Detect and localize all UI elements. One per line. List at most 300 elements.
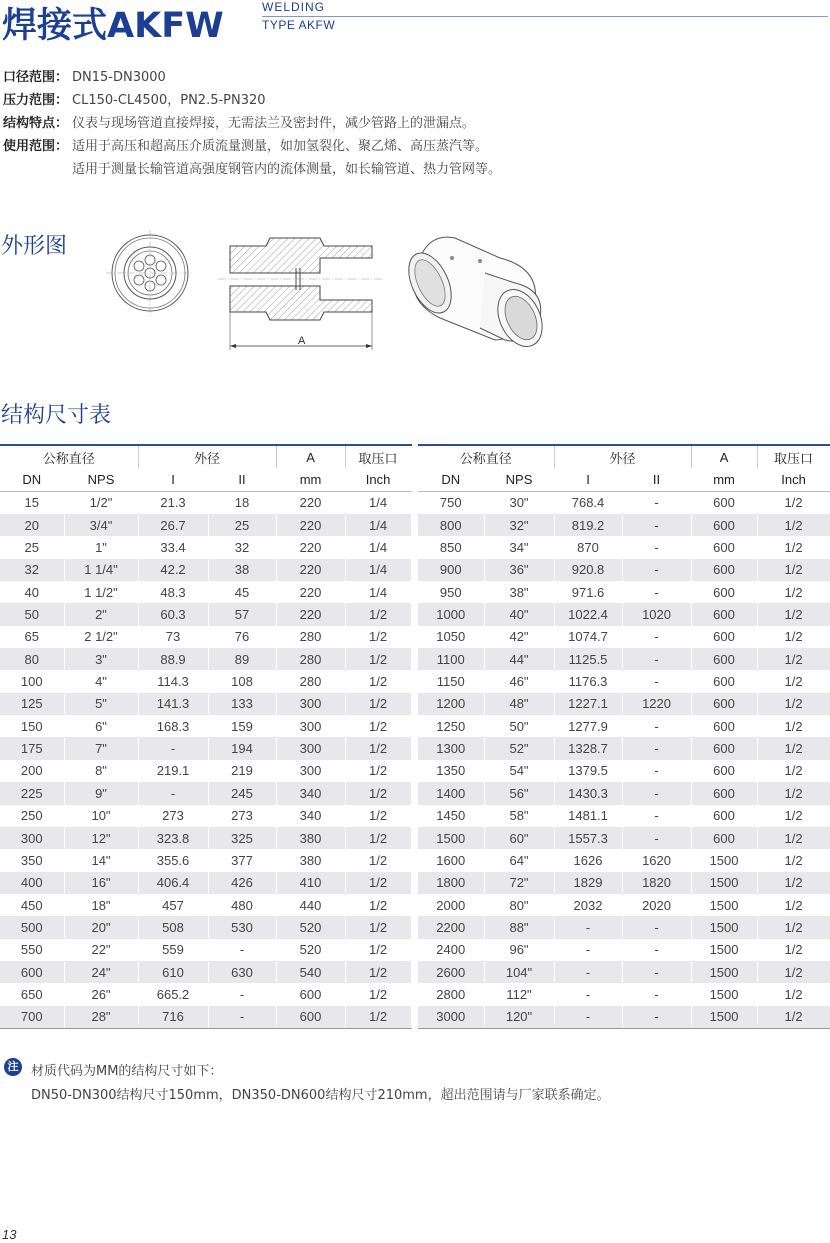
cell-dn: 2200 xyxy=(418,916,484,938)
table-row xyxy=(0,872,411,894)
cell-od-ii: 32 xyxy=(208,536,276,558)
cell-dn: 100 xyxy=(0,670,64,692)
cell-od-ii: 273 xyxy=(208,805,276,827)
cell-od-i: 1277.9 xyxy=(554,715,622,737)
spec-row-pressure xyxy=(3,89,501,112)
cell-nps: 54" xyxy=(484,760,554,782)
table-row xyxy=(418,737,830,759)
cell-od-i: 42.2 xyxy=(138,559,208,581)
header-divider xyxy=(262,16,828,17)
cell-a-mm: 600 xyxy=(276,983,345,1005)
table-row xyxy=(0,514,411,536)
cell-nps: 6" xyxy=(64,715,138,737)
cell-od-ii: - xyxy=(622,536,691,558)
spec-list xyxy=(3,66,501,181)
cell-tap-inch: 1/2 xyxy=(757,894,830,916)
cell-dn: 125 xyxy=(0,693,64,715)
cell-tap-inch: 1/2 xyxy=(757,983,830,1005)
page-number: 13 xyxy=(2,1227,17,1242)
cell-od-ii: - xyxy=(622,782,691,804)
cell-a-mm: 280 xyxy=(276,670,345,692)
cell-tap-inch: 1/2 xyxy=(345,939,411,961)
cell-dn: 550 xyxy=(0,939,64,961)
cell-od-i: 457 xyxy=(138,894,208,916)
cell-od-ii: - xyxy=(622,514,691,536)
cell-od-i: - xyxy=(554,961,622,983)
cell-tap-inch: 1/2 xyxy=(345,648,411,670)
note-icon: 注 xyxy=(4,1058,22,1076)
cell-od-ii: 1620 xyxy=(622,849,691,871)
cell-od-i: 168.3 xyxy=(138,715,208,737)
cell-a-mm: 600 xyxy=(691,715,757,737)
cell-od-i: 716 xyxy=(138,1006,208,1029)
cell-tap-inch: 1/2 xyxy=(345,693,411,715)
cell-od-ii: - xyxy=(622,670,691,692)
cell-tap-inch: 1/2 xyxy=(757,961,830,983)
cell-od-ii: 1020 xyxy=(622,603,691,625)
cell-nps: 4" xyxy=(64,670,138,692)
spec-value: CL150-CL4500，PN2.5-PN320 xyxy=(72,93,266,108)
spec-value: 仪表与现场管道直接焊接，无需法兰及密封件，减少管路上的泄漏点。 xyxy=(72,116,476,131)
table-row xyxy=(418,559,830,581)
cell-a-mm: 600 xyxy=(691,626,757,648)
cell-dn: 2400 xyxy=(418,939,484,961)
cell-od-i: 971.6 xyxy=(554,581,622,603)
table-row xyxy=(418,715,830,737)
cell-a-mm: 1500 xyxy=(691,939,757,961)
cell-nps: 1/2" xyxy=(64,491,138,514)
cell-dn: 1450 xyxy=(418,805,484,827)
cell-od-i: 1074.7 xyxy=(554,626,622,648)
cell-nps: 28" xyxy=(64,1006,138,1029)
table-row xyxy=(418,536,830,558)
table-row xyxy=(0,737,411,759)
header-nps: NPS xyxy=(64,468,138,491)
cell-a-mm: 220 xyxy=(276,559,345,581)
table-row xyxy=(418,872,830,894)
cell-dn: 40 xyxy=(0,581,64,603)
cell-tap-inch: 1/2 xyxy=(757,849,830,871)
cell-nps: 14" xyxy=(64,849,138,871)
table-row xyxy=(418,894,830,916)
cell-a-mm: 600 xyxy=(691,491,757,514)
cell-dn: 20 xyxy=(0,514,64,536)
cell-od-i: 920.8 xyxy=(554,559,622,581)
cell-nps: 9" xyxy=(64,782,138,804)
cell-a-mm: 410 xyxy=(276,872,345,894)
cell-nps: 8" xyxy=(64,760,138,782)
table-header-sub xyxy=(0,468,411,491)
table-row xyxy=(0,849,411,871)
cell-a-mm: 1500 xyxy=(691,916,757,938)
cell-dn: 700 xyxy=(0,1006,64,1029)
cell-nps: 52" xyxy=(484,737,554,759)
cell-nps: 3" xyxy=(64,648,138,670)
cell-nps: 112" xyxy=(484,983,554,1005)
cell-od-ii: - xyxy=(622,715,691,737)
end-view-drawing xyxy=(106,230,194,316)
cell-nps: 2 1/2" xyxy=(64,626,138,648)
cell-od-ii: 480 xyxy=(208,894,276,916)
header-inch: Inch xyxy=(757,468,830,491)
table-header-sub xyxy=(418,468,830,491)
cell-a-mm: 520 xyxy=(276,916,345,938)
table-row xyxy=(0,559,411,581)
cell-nps: 30" xyxy=(484,491,554,514)
cell-nps: 24" xyxy=(64,961,138,983)
table-row xyxy=(418,805,830,827)
table-row xyxy=(0,693,411,715)
cell-od-ii: 159 xyxy=(208,715,276,737)
cell-tap-inch: 1/2 xyxy=(757,805,830,827)
cell-od-i: 1481.1 xyxy=(554,805,622,827)
cell-dn: 500 xyxy=(0,916,64,938)
cell-a-mm: 600 xyxy=(691,805,757,827)
table-row xyxy=(418,693,830,715)
cell-od-ii: 57 xyxy=(208,603,276,625)
cell-nps: 3/4" xyxy=(64,514,138,536)
cell-od-ii: - xyxy=(622,626,691,648)
table-row xyxy=(418,514,830,536)
table-row xyxy=(0,648,411,670)
cell-tap-inch: 1/2 xyxy=(345,737,411,759)
cell-od-i: 768.4 xyxy=(554,491,622,514)
cell-od-ii: 25 xyxy=(208,514,276,536)
cell-a-mm: 380 xyxy=(276,827,345,849)
cell-od-i: 1379.5 xyxy=(554,760,622,782)
cell-od-i: 1176.3 xyxy=(554,670,622,692)
cell-a-mm: 600 xyxy=(691,693,757,715)
cell-dn: 25 xyxy=(0,536,64,558)
table-row xyxy=(418,983,830,1005)
cell-od-ii: 245 xyxy=(208,782,276,804)
table-row xyxy=(418,760,830,782)
cell-nps: 40" xyxy=(484,603,554,625)
cell-od-i: 559 xyxy=(138,939,208,961)
cell-nps: 64" xyxy=(484,849,554,871)
cell-od-ii: - xyxy=(622,827,691,849)
cell-nps: 56" xyxy=(484,782,554,804)
cell-nps: 60" xyxy=(484,827,554,849)
cell-a-mm: 280 xyxy=(276,648,345,670)
cell-tap-inch: 1/2 xyxy=(757,916,830,938)
cell-dn: 1250 xyxy=(418,715,484,737)
table-row xyxy=(418,626,830,648)
cell-a-mm: 220 xyxy=(276,491,345,514)
table-row xyxy=(0,581,411,603)
cell-tap-inch: 1/2 xyxy=(345,872,411,894)
cell-nps: 58" xyxy=(484,805,554,827)
note-line-2: DN50-DN300结构尺寸150mm，DN350-DN600结构尺寸210mm，超出范围请与厂家联系确定。 xyxy=(31,1088,610,1103)
cell-dn: 50 xyxy=(0,603,64,625)
cell-dn: 300 xyxy=(0,827,64,849)
cell-nps: 46" xyxy=(484,670,554,692)
cell-a-mm: 300 xyxy=(276,737,345,759)
cell-od-ii: - xyxy=(208,939,276,961)
cell-nps: 38" xyxy=(484,581,554,603)
cell-dn: 1600 xyxy=(418,849,484,871)
cell-od-ii: 76 xyxy=(208,626,276,648)
cell-tap-inch: 1/2 xyxy=(345,603,411,625)
cell-nps: 50" xyxy=(484,715,554,737)
cell-a-mm: 600 xyxy=(691,603,757,625)
cell-nps: 42" xyxy=(484,626,554,648)
cell-od-ii: 133 xyxy=(208,693,276,715)
cell-tap-inch: 1/2 xyxy=(757,715,830,737)
cell-nps: 36" xyxy=(484,559,554,581)
cell-dn: 1000 xyxy=(418,603,484,625)
cell-dn: 65 xyxy=(0,626,64,648)
cell-dn: 900 xyxy=(418,559,484,581)
section-view-drawing xyxy=(218,238,384,350)
cell-a-mm: 300 xyxy=(276,715,345,737)
cell-nps: 10" xyxy=(64,805,138,827)
table-row xyxy=(0,782,411,804)
cell-tap-inch: 1/4 xyxy=(345,536,411,558)
cell-tap-inch: 1/2 xyxy=(757,648,830,670)
cell-nps: 32" xyxy=(484,514,554,536)
cell-a-mm: 300 xyxy=(276,760,345,782)
cell-nps: 1" xyxy=(64,536,138,558)
table-row xyxy=(0,670,411,692)
cell-dn: 1150 xyxy=(418,670,484,692)
table-row xyxy=(0,603,411,625)
cell-tap-inch: 1/2 xyxy=(345,805,411,827)
cell-nps: 7" xyxy=(64,737,138,759)
table-row xyxy=(418,581,830,603)
cell-od-ii: 377 xyxy=(208,849,276,871)
cell-a-mm: 280 xyxy=(276,626,345,648)
cell-a-mm: 600 xyxy=(691,760,757,782)
cell-od-ii: 630 xyxy=(208,961,276,983)
cell-tap-inch: 1/2 xyxy=(345,894,411,916)
cell-od-i: 1125.5 xyxy=(554,648,622,670)
table-row xyxy=(0,1006,411,1029)
cell-a-mm: 1500 xyxy=(691,983,757,1005)
cell-a-mm: 1500 xyxy=(691,1006,757,1029)
cell-a-mm: 340 xyxy=(276,782,345,804)
cell-a-mm: 220 xyxy=(276,514,345,536)
cell-a-mm: 600 xyxy=(691,827,757,849)
cell-od-i: - xyxy=(554,983,622,1005)
cell-a-mm: 600 xyxy=(691,670,757,692)
cell-od-i: 1328.7 xyxy=(554,737,622,759)
cell-od-i: 355.6 xyxy=(138,849,208,871)
cell-od-ii: - xyxy=(622,916,691,938)
cell-dn: 2600 xyxy=(418,961,484,983)
cell-dn: 175 xyxy=(0,737,64,759)
section-table-title: 结构尺寸表 xyxy=(1,403,112,428)
cell-a-mm: 1500 xyxy=(691,894,757,916)
cell-nps: 18" xyxy=(64,894,138,916)
cell-dn: 250 xyxy=(0,805,64,827)
table-row xyxy=(0,805,411,827)
table-row xyxy=(418,939,830,961)
cell-nps: 20" xyxy=(64,916,138,938)
cell-tap-inch: 1/2 xyxy=(345,916,411,938)
cell-od-ii: - xyxy=(622,760,691,782)
cell-tap-inch: 1/2 xyxy=(757,939,830,961)
cell-od-i: 508 xyxy=(138,916,208,938)
cell-nps: 1 1/2" xyxy=(64,581,138,603)
cell-dn: 400 xyxy=(0,872,64,894)
cell-dn: 150 xyxy=(0,715,64,737)
cell-tap-inch: 1/2 xyxy=(757,670,830,692)
cell-dn: 2800 xyxy=(418,983,484,1005)
cell-tap-inch: 1/2 xyxy=(345,715,411,737)
table-row xyxy=(0,760,411,782)
table-row xyxy=(418,827,830,849)
cell-od-i: - xyxy=(138,737,208,759)
cell-od-ii: 426 xyxy=(208,872,276,894)
cell-nps: 80" xyxy=(484,894,554,916)
cell-od-ii: - xyxy=(622,648,691,670)
cell-dn: 350 xyxy=(0,849,64,871)
cell-od-i: 1829 xyxy=(554,872,622,894)
cell-od-i: 114.3 xyxy=(138,670,208,692)
cell-tap-inch: 1/2 xyxy=(757,760,830,782)
cell-a-mm: 600 xyxy=(691,782,757,804)
cell-od-ii: - xyxy=(622,805,691,827)
cell-a-mm: 340 xyxy=(276,805,345,827)
table-header-group xyxy=(418,445,830,468)
cell-tap-inch: 1/2 xyxy=(757,737,830,759)
cell-dn: 1300 xyxy=(418,737,484,759)
cell-nps: 22" xyxy=(64,939,138,961)
cell-a-mm: 220 xyxy=(276,581,345,603)
outline-drawing xyxy=(100,228,550,356)
cell-od-ii: - xyxy=(208,983,276,1005)
cell-a-mm: 600 xyxy=(691,514,757,536)
cell-od-ii: - xyxy=(622,737,691,759)
cell-dn: 2000 xyxy=(418,894,484,916)
section-outline-title: 外形图 xyxy=(1,234,68,259)
cell-od-ii: 108 xyxy=(208,670,276,692)
table-row xyxy=(0,939,411,961)
table-row xyxy=(0,491,411,514)
cell-dn: 1400 xyxy=(418,782,484,804)
cell-dn: 1800 xyxy=(418,872,484,894)
subtitle-type: TYPE AKFW xyxy=(262,18,336,32)
cell-tap-inch: 1/2 xyxy=(757,693,830,715)
cell-dn: 600 xyxy=(0,961,64,983)
cell-nps: 26" xyxy=(64,983,138,1005)
cell-tap-inch: 1/2 xyxy=(757,603,830,625)
cell-od-ii: 38 xyxy=(208,559,276,581)
cell-od-i: 1557.3 xyxy=(554,827,622,849)
header-ii: II xyxy=(208,468,276,491)
header-dn: DN xyxy=(418,468,484,491)
cell-a-mm: 520 xyxy=(276,939,345,961)
table-row xyxy=(0,916,411,938)
cell-od-i: 1430.3 xyxy=(554,782,622,804)
cell-a-mm: 600 xyxy=(691,559,757,581)
cell-od-ii: - xyxy=(208,1006,276,1029)
cell-dn: 3000 xyxy=(418,1006,484,1029)
cell-od-ii: 1220 xyxy=(622,693,691,715)
cell-od-i: 819.2 xyxy=(554,514,622,536)
header-nominal-diameter: 公称直径 xyxy=(418,445,554,468)
cell-tap-inch: 1/2 xyxy=(757,559,830,581)
cell-a-mm: 220 xyxy=(276,536,345,558)
cell-a-mm: 1500 xyxy=(691,849,757,871)
cell-nps: 2" xyxy=(64,603,138,625)
table-row xyxy=(418,648,830,670)
cell-od-i: 610 xyxy=(138,961,208,983)
cell-od-i: 406.4 xyxy=(138,872,208,894)
table-row xyxy=(0,894,411,916)
note-line-1: 材质代码为MM的结构尺寸如下： xyxy=(31,1064,223,1079)
cell-a-mm: 300 xyxy=(276,693,345,715)
cell-od-i: 60.3 xyxy=(138,603,208,625)
header-ii: II xyxy=(622,468,691,491)
cell-od-ii: 1820 xyxy=(622,872,691,894)
cell-od-ii: - xyxy=(622,559,691,581)
cell-tap-inch: 1/2 xyxy=(345,760,411,782)
dimension-table-right xyxy=(418,444,830,1029)
cell-tap-inch: 1/2 xyxy=(757,536,830,558)
header-inch: Inch xyxy=(345,468,411,491)
cell-tap-inch: 1/2 xyxy=(345,1006,411,1029)
cell-od-i: 2032 xyxy=(554,894,622,916)
cell-od-i: - xyxy=(554,939,622,961)
table-header-group xyxy=(0,445,411,468)
cell-od-i: 1022.4 xyxy=(554,603,622,625)
cell-tap-inch: 1/2 xyxy=(757,872,830,894)
table-row xyxy=(0,626,411,648)
header-nps: NPS xyxy=(484,468,554,491)
cell-od-ii: 45 xyxy=(208,581,276,603)
header-tap: 取压口 xyxy=(345,445,411,468)
perspective-view-drawing xyxy=(400,237,550,353)
cell-tap-inch: 1/2 xyxy=(757,827,830,849)
cell-a-mm: 220 xyxy=(276,603,345,625)
cell-od-i: 21.3 xyxy=(138,491,208,514)
table-row xyxy=(0,715,411,737)
cell-od-i: - xyxy=(138,782,208,804)
cell-tap-inch: 1/2 xyxy=(757,626,830,648)
cell-tap-inch: 1/2 xyxy=(345,827,411,849)
cell-a-mm: 600 xyxy=(276,1006,345,1029)
cell-od-ii: - xyxy=(622,491,691,514)
cell-od-i: 26.7 xyxy=(138,514,208,536)
cell-od-ii: 194 xyxy=(208,737,276,759)
cell-dn: 1050 xyxy=(418,626,484,648)
cell-od-ii: - xyxy=(622,1006,691,1029)
cell-nps: 72" xyxy=(484,872,554,894)
cell-od-i: 219.1 xyxy=(138,760,208,782)
cell-nps: 44" xyxy=(484,648,554,670)
cell-od-i: 141.3 xyxy=(138,693,208,715)
cell-dn: 1200 xyxy=(418,693,484,715)
cell-od-i: 273 xyxy=(138,805,208,827)
cell-od-ii: 18 xyxy=(208,491,276,514)
table-row xyxy=(0,536,411,558)
spec-value: 适用于高压和超高压介质流量测量，如加氢裂化、聚乙烯、高压蒸汽等。 xyxy=(72,139,489,154)
cell-od-ii: 530 xyxy=(208,916,276,938)
table-row xyxy=(0,827,411,849)
cell-tap-inch: 1/2 xyxy=(757,514,830,536)
spec-row-usage xyxy=(3,135,501,158)
cell-nps: 34" xyxy=(484,536,554,558)
table-row xyxy=(418,670,830,692)
cell-od-ii: 89 xyxy=(208,648,276,670)
cell-tap-inch: 1/4 xyxy=(345,514,411,536)
cell-od-ii: - xyxy=(622,939,691,961)
table-row xyxy=(418,849,830,871)
cell-dn: 80 xyxy=(0,648,64,670)
cell-nps: 96" xyxy=(484,939,554,961)
